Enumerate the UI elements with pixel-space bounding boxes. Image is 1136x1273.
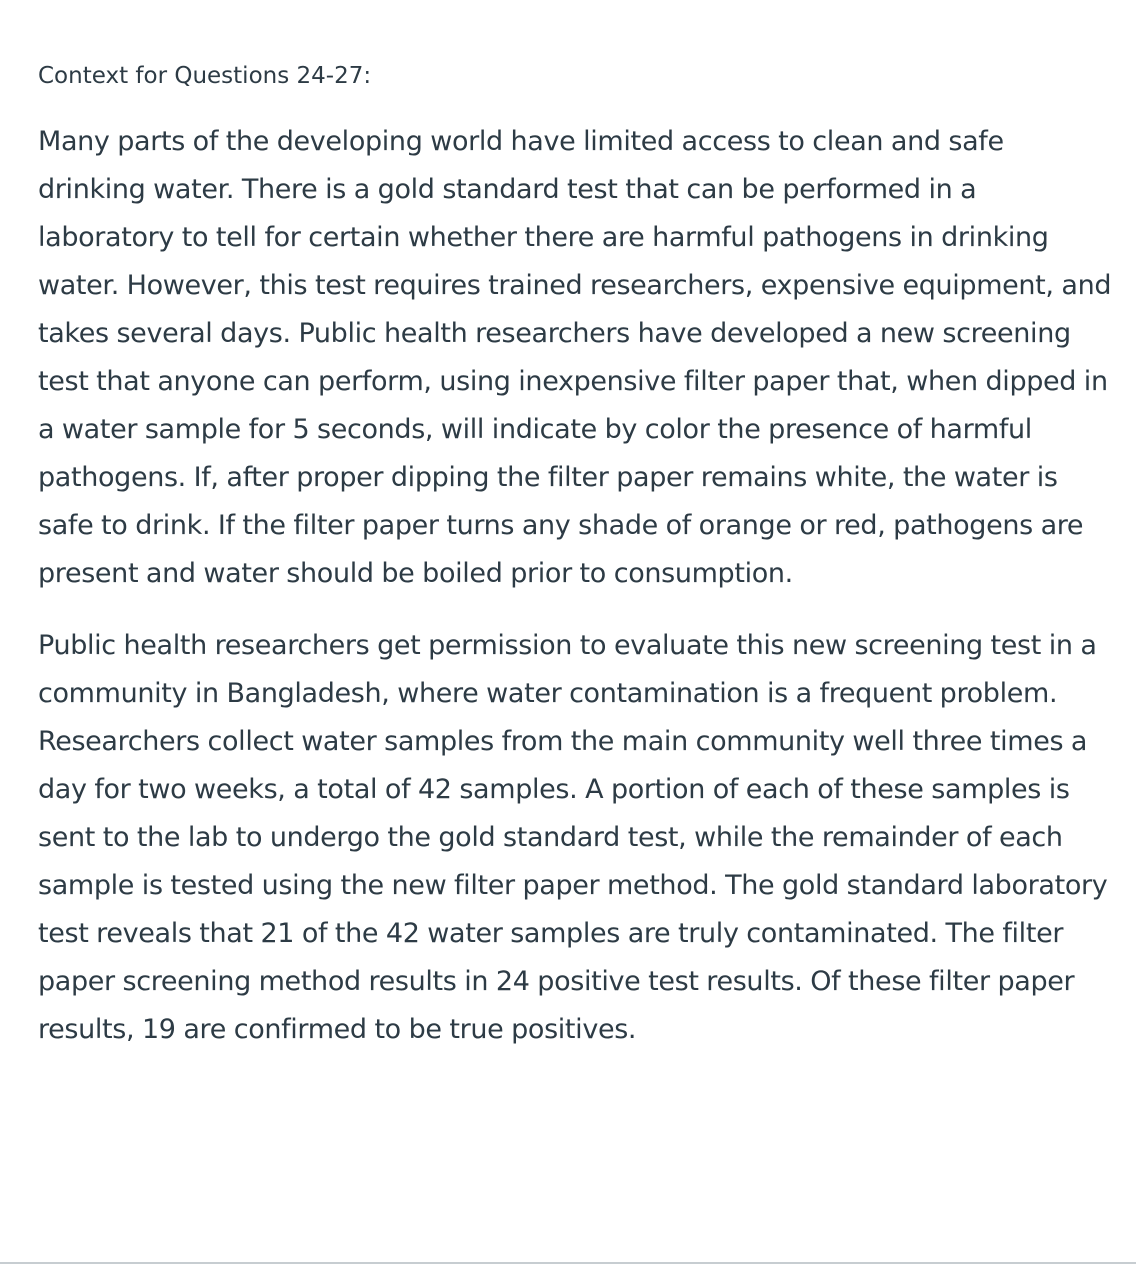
passage-paragraph-1: Many parts of the developing world have limited access to clean and safe drinking water. There is a gold standard test that can be performed in a laboratory to tell for certain whether there are harmful pathogens in drinking water. However, this test requires trained researchers, expensive equipment, and takes several days. Public health researchers have developed a new screening test that anyone can perform, using inexpensive filter paper that, when dipped in a water sample for 5 seconds, will indicate by color the presence of harmful pathogens. If, after proper dipping the filter paper remains white, the water is safe to drink. If the filter paper turns any shade of orange or red, pathogens are present and water should be boiled prior to consumption. xyxy=(38,126,1112,589)
question-context-block xyxy=(38,56,1118,1078)
context-heading: Context for Questions 24-27: xyxy=(38,63,372,89)
passage-paragraph-2: Public health researchers get permission to evaluate this new screening test in a community in Bangladesh, where water contamination is a frequent problem. Researchers collect water samples from the main community well three times a day for two weeks, a total of 42 samples. A portion of each of these samples is sent to the lab to undergo the gold standard test, while the remainder of each sample is tested using the new filter paper method. The gold standard laboratory test reveals that 21 of the 42 water samples are truly contaminated. The filter paper screening method results in 24 positive test results. Of these filter paper results, 19 are confirmed to be true positives. xyxy=(38,630,1108,1045)
bottom-divider xyxy=(0,1262,1136,1264)
